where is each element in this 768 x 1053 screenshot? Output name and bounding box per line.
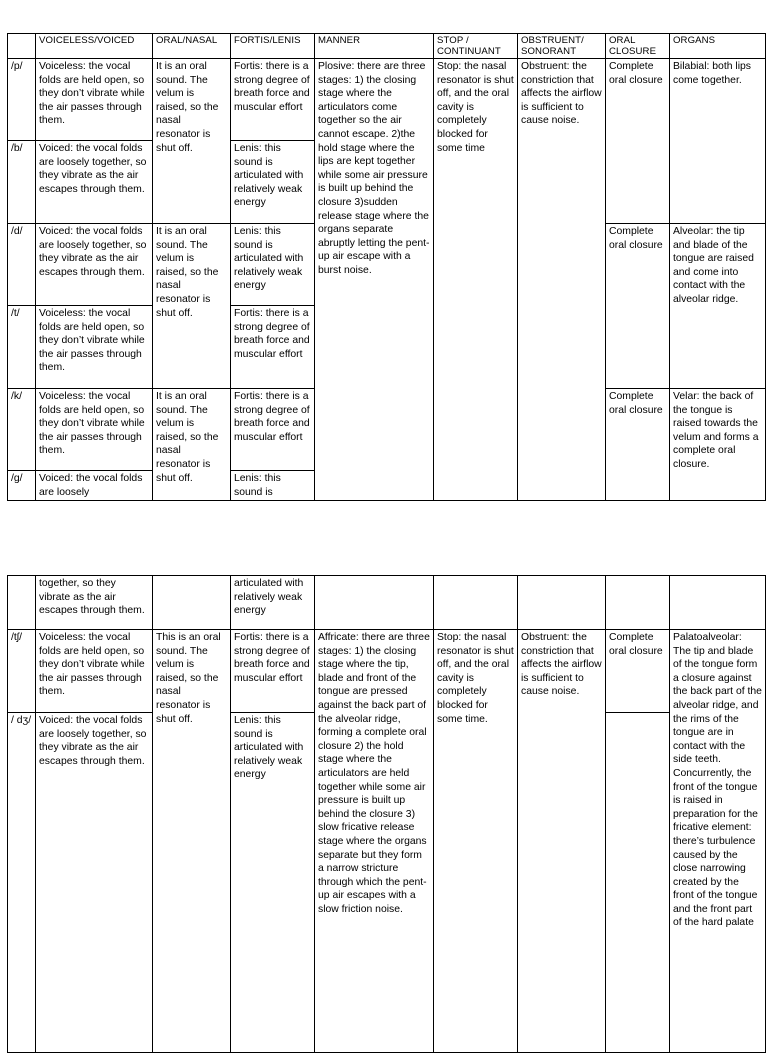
voicing-tsh: Voiceless: the vocal folds are held open, so they don’t vibrate while the air passes through them.: [36, 630, 153, 713]
phoneme-g: /g/: [8, 471, 36, 501]
phonetics-table-page-1: [7, 33, 766, 501]
obstruent-sonorant-continued: [518, 576, 606, 630]
oral-closure-velar: Complete oral closure: [606, 389, 670, 501]
stop-continuant-continued: [434, 576, 518, 630]
header-fortis-lenis: FORTIS/LENIS: [231, 34, 315, 59]
fortis-lenis-g-continued: articulated with relatively weak energy: [231, 576, 315, 630]
header-manner: MANNER: [315, 34, 434, 59]
fortis-lenis-b: Lenis: this sound is articulated with relatively weak energy: [231, 141, 315, 224]
fortis-lenis-k: Fortis: there is a strong degree of breath force and muscular effort: [231, 389, 315, 471]
header-oral-nasal: ORAL/NASAL: [153, 34, 231, 59]
phonetics-table-page-2: [7, 575, 766, 1053]
voicing-p: Voiceless: the vocal folds are held open, so they don’t vibrate while the air passes through them.: [36, 59, 153, 141]
voicing-g: Voiced: the vocal folds are loosely: [36, 471, 153, 501]
oral-closure-dzh: [606, 713, 670, 1053]
fortis-lenis-g: Lenis: this sound is: [231, 471, 315, 501]
phoneme-dzh: / dʒ/: [8, 713, 36, 1053]
fortis-lenis-p: Fortis: there is a strong degree of breath force and muscular effort: [231, 59, 315, 141]
phoneme-tsh: /tʃ/: [8, 630, 36, 713]
organs-continued: [670, 576, 766, 630]
voicing-b: Voiced: the vocal folds are loosely together, so they vibrate as the air escapes through them.: [36, 141, 153, 224]
oral-closure-palatoalveolar: Complete oral closure: [606, 630, 670, 713]
header-row: [8, 34, 766, 59]
oral-nasal-dt: It is an oral sound. The velum is raised, so the nasal resonator is shut off.: [153, 224, 231, 389]
voicing-t: Voiceless: the vocal folds are held open, so they don’t vibrate while the air passes through them.: [36, 306, 153, 389]
obstruent-sonorant-plosive: Obstruent: the constriction that affects the airflow is sufficient to cause noise.: [518, 59, 606, 501]
oral-closure-continued: [606, 576, 670, 630]
organs-palatoalveolar: Palatoalveolar: The tip and blade of the tongue form a closure against the back part of the alveolar ridge, and the rims of the tongue are in contact with the side teeth. Concurrently, the front of the tongue is raised in preparation for the fricative element: there’s turbulence caused by the close narrowing created by the front of the tongue and the front part of the hard palate: [670, 630, 766, 1053]
fortis-lenis-t: Fortis: there is a strong degree of breath force and muscular effort: [231, 306, 315, 389]
fortis-lenis-dzh: Lenis: this sound is articulated with relatively weak energy: [231, 713, 315, 1053]
fortis-lenis-tsh: Fortis: there is a strong degree of breath force and muscular effort: [231, 630, 315, 713]
voicing-dzh: Voiced: the vocal folds are loosely together, so they vibrate as the air escapes through them.: [36, 713, 153, 1053]
oral-nasal-pb: It is an oral sound. The velum is raised, so the nasal resonator is shut off.: [153, 59, 231, 224]
table-row-p: [8, 59, 766, 141]
header-oral-closure: ORAL CLOSURE: [606, 34, 670, 59]
stop-continuant-affricate: Stop: the nasal resonator is shut off, and the oral cavity is completely blocked for some time.: [434, 630, 518, 1053]
phoneme-t: /t/: [8, 306, 36, 389]
phoneme-p: /p/: [8, 59, 36, 141]
manner-continued: [315, 576, 434, 630]
header-organs: ORGANS: [670, 34, 766, 59]
fortis-lenis-d: Lenis: this sound is articulated with relatively weak energy: [231, 224, 315, 306]
table-row-tsh: [8, 630, 766, 713]
phoneme-continued: [8, 576, 36, 630]
organs-alveolar: Alveolar: the tip and blade of the tongue are raised and come into contact with the alveolar ridge.: [670, 224, 766, 389]
table-row-continuation: [8, 576, 766, 630]
header-stop-continuant: STOP / CONTINUANT: [434, 34, 518, 59]
oral-closure-bilabial: Complete oral closure: [606, 59, 670, 224]
organs-velar: Velar: the back of the tongue is raised towards the velum and forms a complete oral closure.: [670, 389, 766, 501]
phoneme-d: /d/: [8, 224, 36, 306]
oral-nasal-kg: It is an oral sound. The velum is raised, so the nasal resonator is shut off.: [153, 389, 231, 501]
phoneme-k: /k/: [8, 389, 36, 471]
oral-closure-alveolar: Complete oral closure: [606, 224, 670, 389]
manner-affricate: Affricate: there are three stages: 1) the closing stage where the tip, blade and front of the tongue are pressed against the back part of the alveolar ridge, forming a complete oral closure 2) the hold stage where the articulators are held together while some air pressure is built up behind the closure 3) slow fricative release stage where the organs separate but they form a narrow stricture through which the pent-up air escapes with a slow friction noise.: [315, 630, 434, 1053]
manner-plosive: Plosive: there are three stages: 1) the closing stage where the articulators come together so the air cannot escape. 2)the hold stage where the lips are kept together while some air pressure is built up behind the closure 3)sudden release stage where the organs separate abruptly letting the pent-up air escape with a burst noise.: [315, 59, 434, 501]
voicing-g-continued: together, so they vibrate as the air escapes through them.: [36, 576, 153, 630]
voicing-d: Voiced: the vocal folds are loosely together, so they vibrate as the air escapes through them.: [36, 224, 153, 306]
header-obstruent-sonorant: OBSTRUENT/ SONORANT: [518, 34, 606, 59]
oral-nasal-affricate: This is an oral sound. The velum is raised, so the nasal resonator is shut off.: [153, 630, 231, 1053]
header-voiceless-voiced: VOICELESS/VOICED: [36, 34, 153, 59]
oral-nasal-continued: [153, 576, 231, 630]
stop-continuant-plosive: Stop: the nasal resonator is shut off, and the oral cavity is completely blocked for some time: [434, 59, 518, 501]
organs-bilabial: Bilabial: both lips come together.: [670, 59, 766, 224]
obstruent-sonorant-affricate: Obstruent: the constriction that affects the airflow is sufficient to cause noise.: [518, 630, 606, 1053]
phoneme-b: /b/: [8, 141, 36, 224]
voicing-k: Voiceless: the vocal folds are held open, so they don’t vibrate while the air passes through them.: [36, 389, 153, 471]
header-phoneme: [8, 34, 36, 59]
